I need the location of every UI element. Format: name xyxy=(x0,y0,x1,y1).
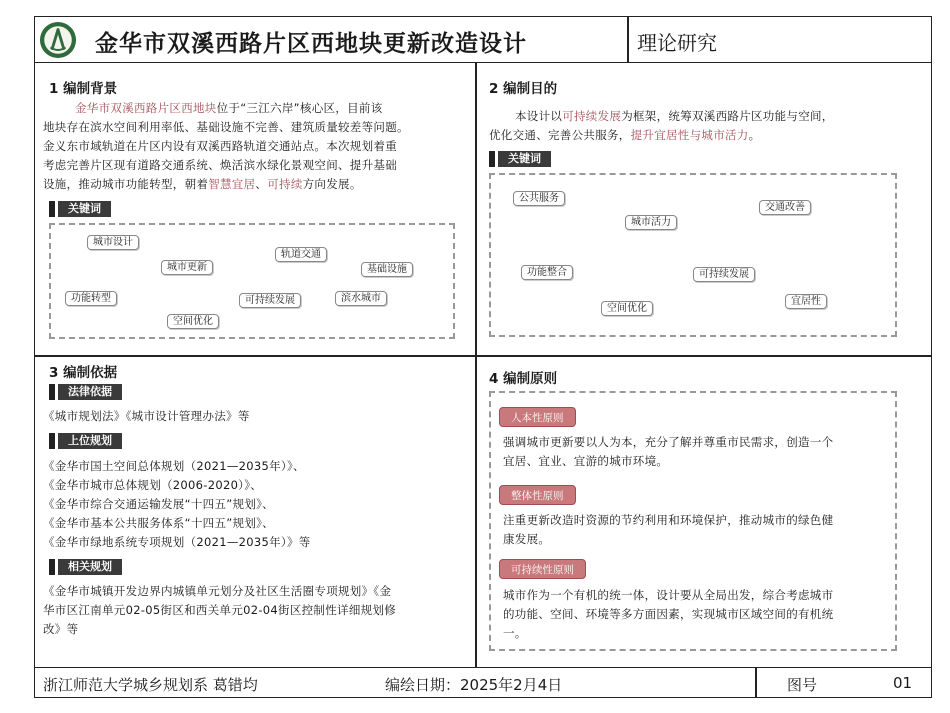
section1-line-4: 考虑完善片区现有道路交通系统、焕活滨水绿化景观空间、提升基础 xyxy=(43,158,397,172)
upper-plan-line: 《金华市综合交通运输发展“十四五”规划》、 xyxy=(43,497,274,511)
keyword-tag: 可持续发展 xyxy=(693,267,755,282)
section1-line-2: 地块存在滨水空间利用率低、基础设施不完善、建筑质量较差等问题。 xyxy=(43,120,409,134)
related-plan-line: 华市区江南单元02-05街区和西关单元02-04街区控制性详细规划修 xyxy=(43,603,397,617)
keyword-tag: 城市更新 xyxy=(161,260,213,275)
date-label: 编绘日期：2025年2月4日 xyxy=(385,676,563,694)
principle-text-line: 康发展。 xyxy=(503,532,551,546)
figure-label: 图号 xyxy=(787,676,818,694)
section-marker-icon xyxy=(489,151,495,167)
section1-line-1: 金华市双溪西路片区西地块位于“三江六岸”核心区，目前该 xyxy=(75,101,383,115)
section2-keyword-box xyxy=(489,173,897,337)
section-marker-icon xyxy=(49,559,55,575)
keyword-tag: 城市设计 xyxy=(87,235,139,250)
section2-line-1: 本设计以可持续发展为框架，统筹双溪西路片区功能与空间， xyxy=(515,109,834,123)
keyword-tag: 可持续发展 xyxy=(239,293,301,308)
keyword-tag: 空间优化 xyxy=(601,301,653,316)
related-plan-line: 改》等 xyxy=(43,622,79,636)
keyword-tag: 基础设施 xyxy=(361,262,413,277)
section2-title: 2 编制目的 xyxy=(489,81,558,97)
section-marker-icon xyxy=(49,201,55,217)
upper-plan-header: 上位规划 xyxy=(49,433,122,449)
law-basis-text: 《城市规划法》《城市设计管理办法》等 xyxy=(43,409,250,423)
drawing-frame xyxy=(34,16,932,698)
principle-text-line: 强调城市更新要以人为本，充分了解并尊重市民需求，创造一个 xyxy=(503,435,834,449)
vertical-divider xyxy=(475,63,477,667)
upper-plan-line: 《金华市基本公共服务体系“十四五”规划》、 xyxy=(43,516,274,530)
keyword-tag: 轨道交通 xyxy=(275,247,327,262)
keyword-tag: 城市活力 xyxy=(625,215,677,230)
keyword-tag: 空间优化 xyxy=(167,314,219,329)
principle-text-line: 注重更新改造时资源的节约利用和环境保护，推动城市的绿色健 xyxy=(503,513,834,527)
figure-number: 01 xyxy=(893,674,913,692)
section3-title: 3 编制依据 xyxy=(49,365,118,381)
principle-text-line: 一。 xyxy=(503,626,527,640)
upper-plan-line: 《金华市绿地系统专项规划（2021—2035年）》等 xyxy=(43,535,311,549)
upper-plan-line: 《金华市城市总体规划（2006-2020）》、 xyxy=(43,478,263,492)
university-emblem-icon xyxy=(39,21,77,59)
keyword-tag: 功能转型 xyxy=(65,291,117,306)
law-basis-header: 法律依据 xyxy=(49,384,122,400)
keyword-tag: 功能整合 xyxy=(521,265,573,280)
page-title: 金华市双溪西路片区西地块更新改造设计 xyxy=(95,31,527,57)
title-bar xyxy=(35,17,931,63)
section1-line-3: 金义东市域轨道在片区内设有双溪西路轨道交通站点。本次规划着重 xyxy=(43,139,397,153)
horizontal-divider xyxy=(35,355,931,357)
keyword-tag: 宜居性 xyxy=(785,294,827,309)
principle-tag-sustainability: 可持续性原则 xyxy=(499,559,586,579)
section1-keyword-header: 关键词 xyxy=(49,201,111,217)
principle-text-line: 城市作为一个有机的统一体，设计要从全局出发，综合考虑城市 xyxy=(503,588,834,602)
upper-plan-line: 《金华市国土空间总体规划（2021—2035年）》、 xyxy=(43,459,305,473)
section2-keyword-header: 关键词 xyxy=(489,151,551,167)
keyword-tag: 公共服务 xyxy=(513,191,565,206)
section4-principle-box xyxy=(489,391,897,651)
footer-bar xyxy=(35,667,931,699)
section1-title: 1 编制背景 xyxy=(49,81,118,97)
section1-paragraph xyxy=(43,99,471,194)
section2-paragraph xyxy=(489,107,925,145)
related-plan-header: 相关规划 xyxy=(49,559,122,575)
section2-line-2: 优化交通、完善公共服务，提升宜居性与城市活力。 xyxy=(489,128,761,142)
title-divider xyxy=(627,17,629,63)
section-marker-icon xyxy=(49,384,55,400)
footer-divider xyxy=(755,668,757,698)
section4-title: 4 编制原则 xyxy=(489,371,558,387)
category-label: 理论研究 xyxy=(637,31,717,55)
principle-text-line: 的功能、空间、环境等多方面因素，实现城市区域空间的有机统 xyxy=(503,607,834,621)
keyword-tag: 滨水城市 xyxy=(335,291,387,306)
section1-line-5: 设施，推动城市功能转型，朝着智慧宜居、可持续方向发展。 xyxy=(43,177,362,191)
principle-text-line: 宜居、宜业、宜游的城市环境。 xyxy=(503,454,669,468)
principle-tag-integrity: 整体性原则 xyxy=(499,485,576,505)
related-plan-line: 《金华市城镇开发边界内城镇单元划分及社区生活圈专项规划》《金 xyxy=(43,584,392,598)
keyword-tag: 交通改善 xyxy=(759,200,811,215)
principle-tag-humanism: 人本性原则 xyxy=(499,407,576,427)
section1-keyword-box xyxy=(49,223,455,339)
section-marker-icon xyxy=(49,433,55,449)
author-label: 浙江师范大学城乡规划系 葛错均 xyxy=(43,676,258,694)
